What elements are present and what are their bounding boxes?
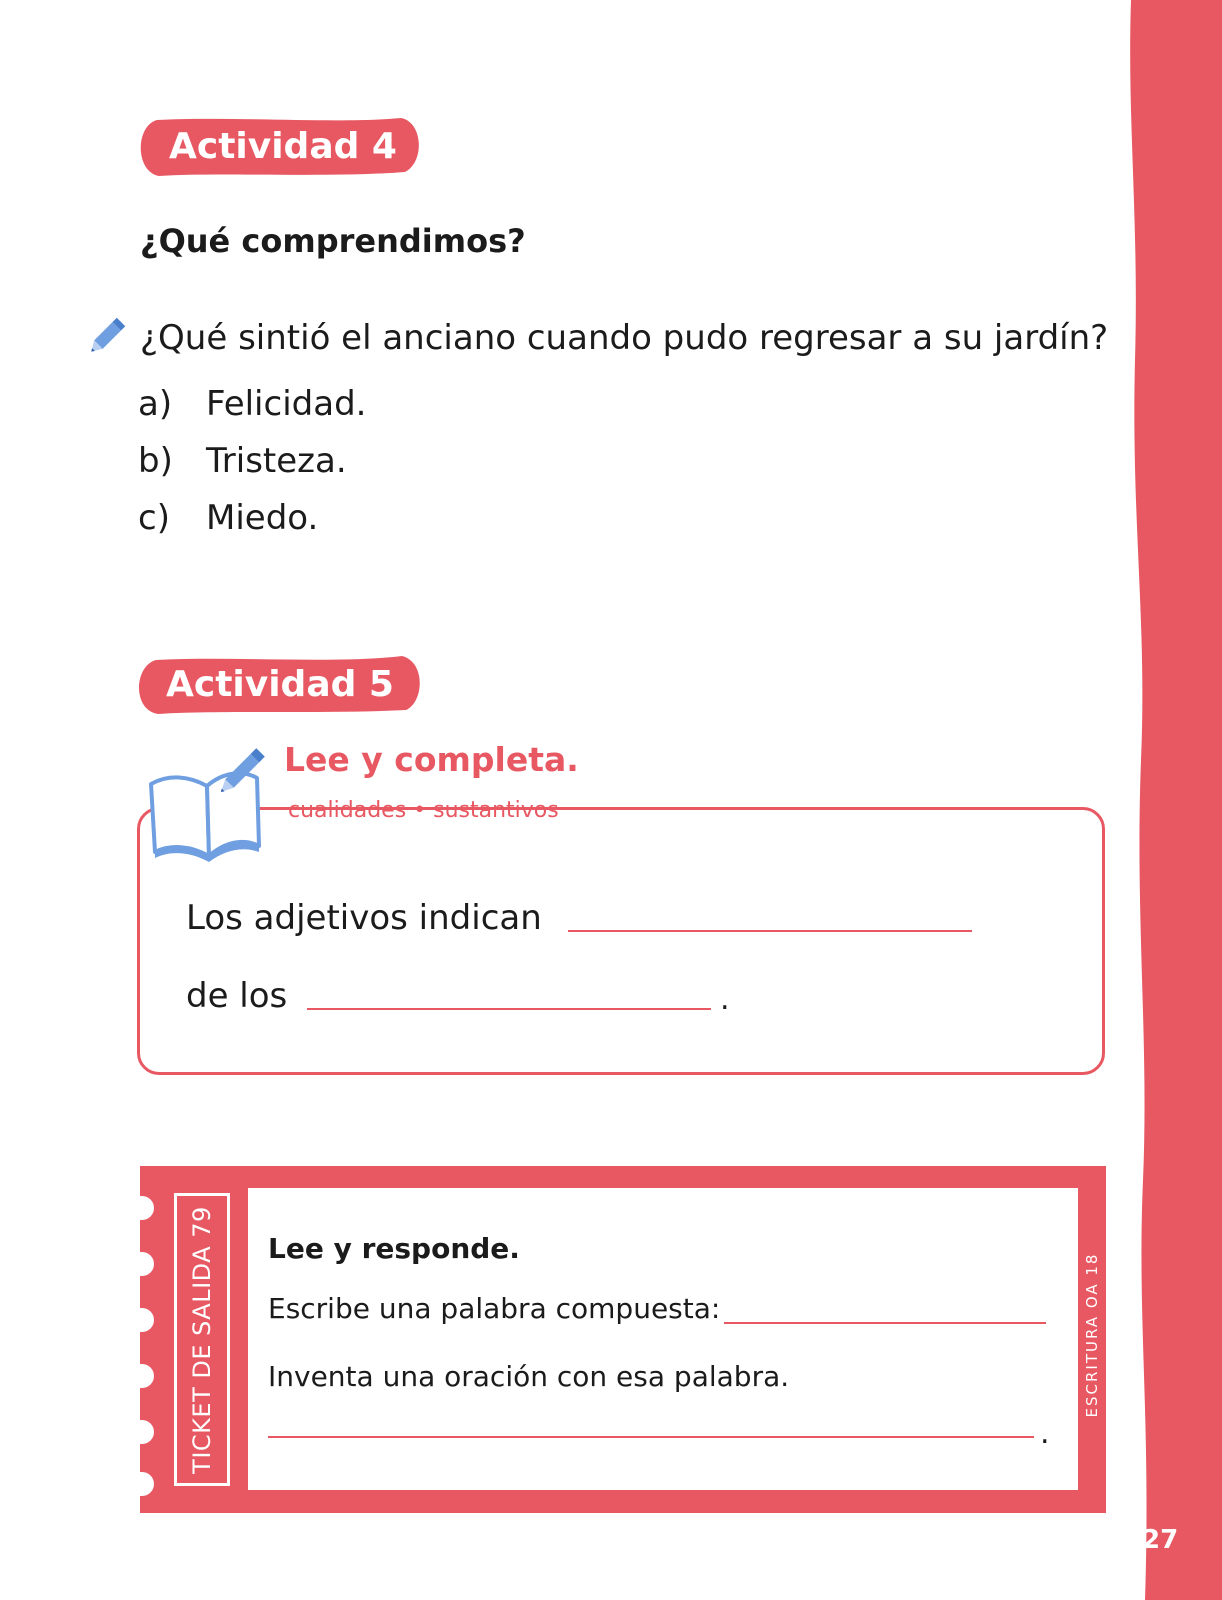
word-bank: cualidades • sustantivos xyxy=(288,798,559,823)
answer-blank-1[interactable] xyxy=(568,930,972,932)
answer-blank-2[interactable] xyxy=(307,1008,711,1010)
activity-5-label: Actividad 5 xyxy=(166,664,394,705)
ticket-answer-blank-1[interactable] xyxy=(724,1322,1046,1324)
activity-4-label: Actividad 4 xyxy=(169,126,397,167)
ticket-stub-label: TICKET DE SALIDA 79 xyxy=(188,1206,216,1474)
instruction-title: Lee y completa. xyxy=(284,740,579,779)
option-letter: b) xyxy=(138,441,173,481)
option-text: Felicidad. xyxy=(206,384,367,424)
ticket-prompt-1: Escribe una palabra compuesta: xyxy=(268,1292,721,1325)
book-icon xyxy=(145,738,275,866)
option-a[interactable] xyxy=(138,384,366,424)
sentence-line-1: Los adjetivos indican xyxy=(186,898,542,938)
question-text: ¿Qué sintió el anciano cuando pudo regresar a su jardín? xyxy=(140,318,1109,358)
ticket-end-period: . xyxy=(1040,1416,1050,1451)
section-heading: ¿Qué comprendimos? xyxy=(140,222,526,260)
ticket-heading: Lee y responde. xyxy=(268,1232,520,1265)
page-number: 27 xyxy=(1142,1525,1179,1555)
sentence-line-2: de los xyxy=(186,976,288,1016)
option-b[interactable] xyxy=(138,441,347,481)
activity-4-badge xyxy=(139,116,421,178)
option-c[interactable] xyxy=(138,498,318,538)
option-letter: a) xyxy=(138,384,173,424)
option-letter: c) xyxy=(138,498,170,538)
ticket-prompt-2: Inventa una oración con esa palabra. xyxy=(268,1360,790,1393)
completion-frame xyxy=(137,807,1105,1075)
ticket-side-label: ESCRITURA OA 18 xyxy=(1083,1252,1101,1418)
option-text: Tristeza. xyxy=(206,441,347,481)
activity-5-badge xyxy=(136,654,422,716)
pencil-icon xyxy=(88,313,130,355)
end-period: . xyxy=(720,982,730,1017)
option-text: Miedo. xyxy=(206,498,319,538)
ticket-answer-blank-2[interactable] xyxy=(268,1436,1034,1438)
page-edge-band xyxy=(1125,0,1222,1600)
